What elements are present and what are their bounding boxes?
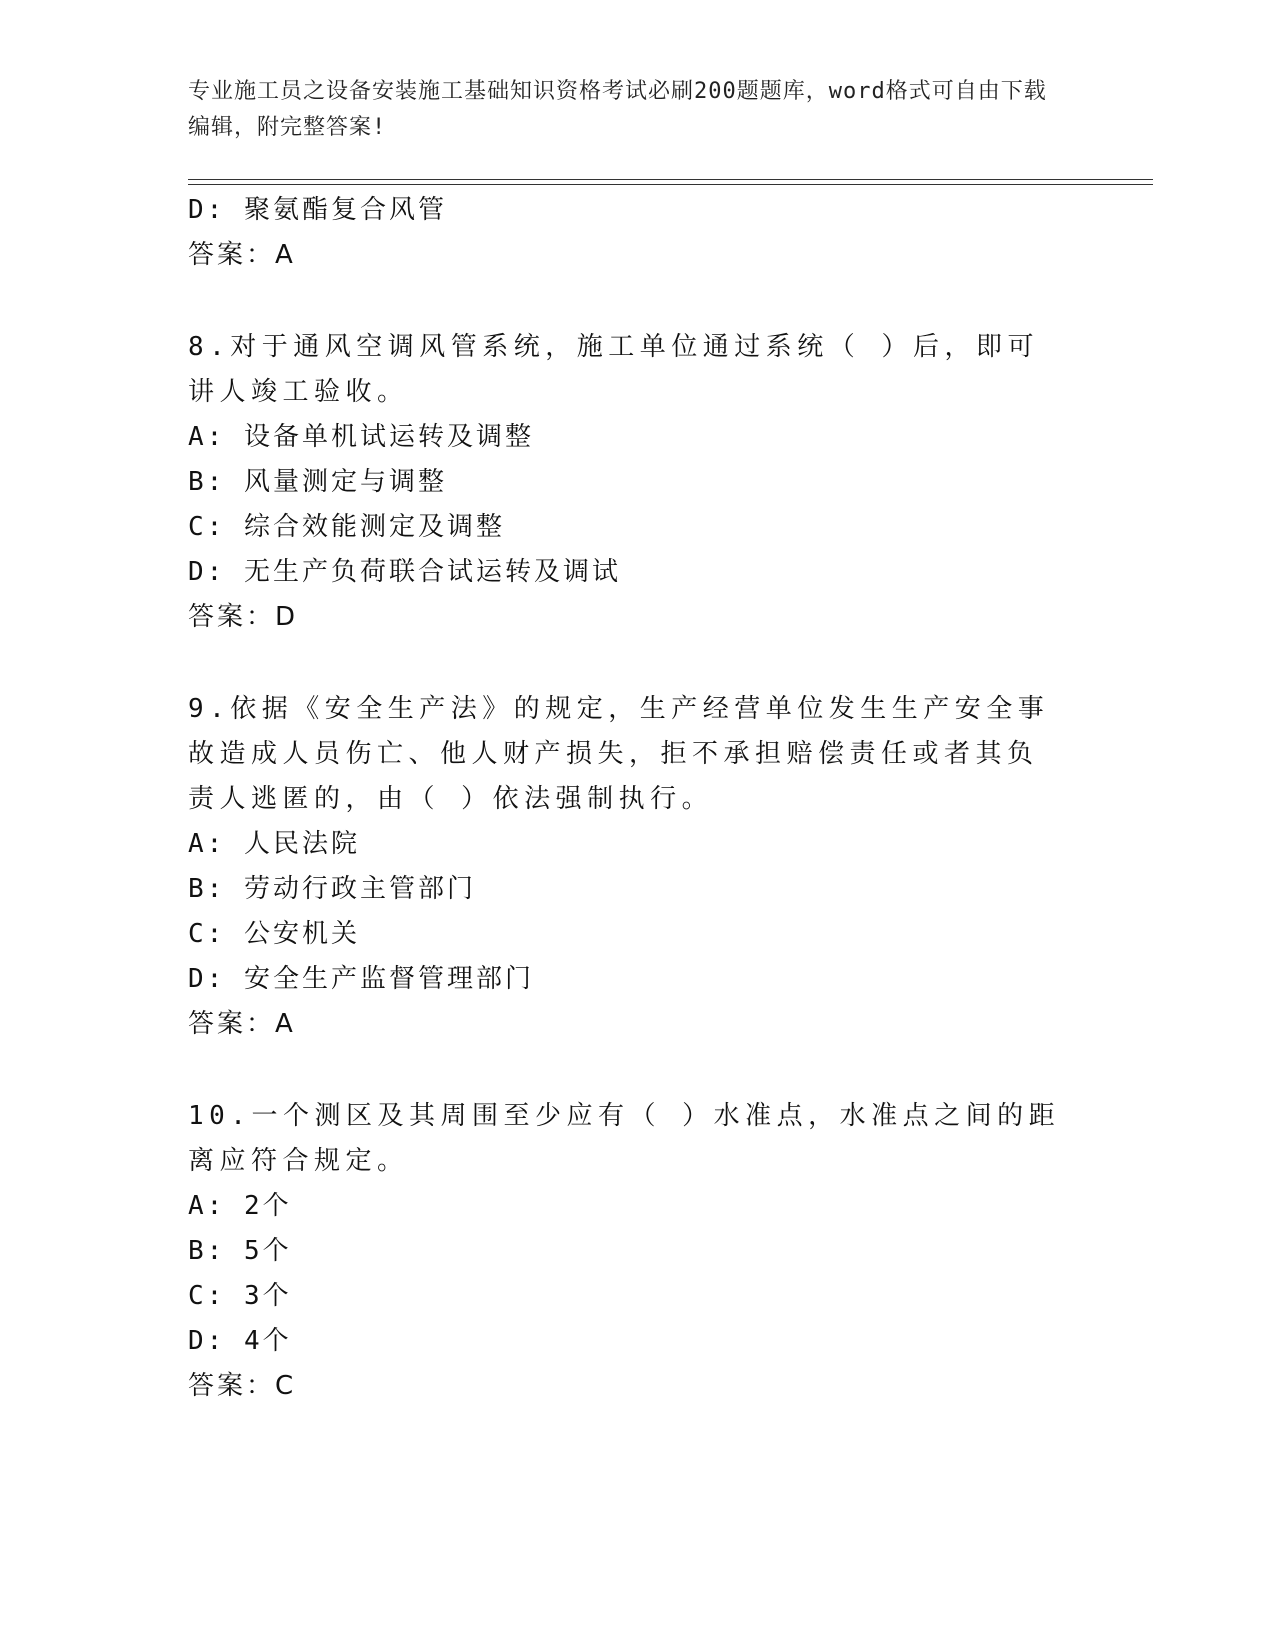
spacer — [188, 278, 1088, 325]
option-a: A: 设备单机试运转及调整 — [188, 422, 534, 452]
option-a: A: 人民法院 — [188, 829, 360, 859]
option-d: D: 4个 — [188, 1326, 292, 1356]
header-rule-bottom — [188, 184, 1153, 185]
option-c: C: 综合效能测定及调整 — [188, 512, 505, 542]
question-text: 8.对于通风空调风管系统，施工单位通过系统（ ）后，即可讲人竣工验收。 — [188, 332, 1039, 407]
question-8 — [188, 325, 1088, 640]
answer-line: 答案：C — [188, 1371, 297, 1401]
question-text: 9.依据《安全生产法》的规定，生产经营单位发生生产安全事故造成人员伤亡、他人财产损失，拒不承担赔偿责任或者其负责人逃匿的，由（ ）依法强制执行。 — [188, 694, 1050, 814]
answer-line: 答案：A — [188, 1009, 296, 1039]
spacer — [188, 1047, 1088, 1094]
header-rule-top — [188, 179, 1153, 180]
question-content — [188, 188, 1088, 1409]
spacer — [188, 640, 1088, 687]
option-b: B: 劳动行政主管部门 — [188, 874, 476, 904]
question-10 — [188, 1094, 1088, 1409]
option-b: B: 风量测定与调整 — [188, 467, 447, 497]
answer-line: 答案：A — [188, 240, 296, 270]
option-c: C: 公安机关 — [188, 919, 360, 949]
answer-line: 答案：D — [188, 602, 299, 632]
option-d: D: 安全生产监督管理部门 — [188, 964, 534, 994]
question-9 — [188, 687, 1088, 1047]
page-header: 专业施工员之设备安装施工基础知识资格考试必刷200题题库，word格式可自由下载编辑，附完整答案! — [188, 79, 1047, 140]
option-c: C: 3个 — [188, 1281, 292, 1311]
option-b: B: 5个 — [188, 1236, 292, 1266]
option-d: D: 无生产负荷联合试运转及调试 — [188, 557, 621, 587]
option-a: A: 2个 — [188, 1191, 292, 1221]
option-d: D: 聚氨酯复合风管 — [188, 195, 447, 225]
question-text: 10.一个测区及其周围至少应有（ ）水准点，水准点之间的距离应符合规定。 — [188, 1101, 1061, 1176]
previous-question-tail — [188, 188, 1088, 278]
